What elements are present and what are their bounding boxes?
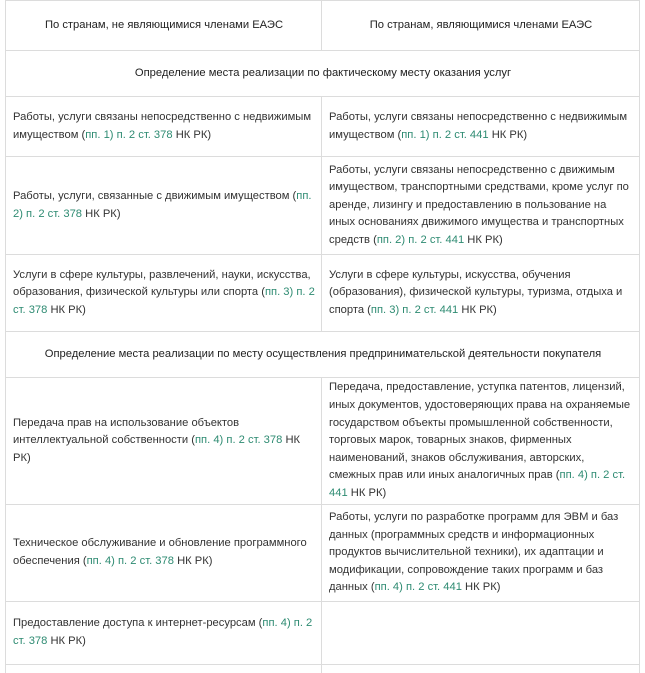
table-header-row xyxy=(6,1,640,51)
table-row-partial xyxy=(6,665,640,673)
law-link[interactable]: пп. 4) п. 2 ст. 378 xyxy=(86,555,174,567)
table-row xyxy=(6,602,640,665)
cell-text-tail: НК РК) xyxy=(47,303,86,316)
cell-empty xyxy=(6,665,322,673)
cell-text-tail: НК РК) xyxy=(172,128,212,141)
law-link[interactable]: пп. 1) п. 2 ст. 441 xyxy=(401,128,489,141)
cell-empty xyxy=(322,665,640,673)
cell-text-tail: НК РК) xyxy=(82,207,121,220)
law-link[interactable]: пп. 4) п. 2 ст. 378 xyxy=(195,434,283,447)
law-link[interactable]: пп. 2) п. 2 ст. 441 xyxy=(376,233,465,246)
cell-text-tail: НК РК) xyxy=(461,581,501,594)
table-row xyxy=(6,97,640,157)
section-title-actual-place: Определение места реализации по фактическому месту оказания услуг xyxy=(6,51,640,97)
section-row xyxy=(6,51,640,97)
cell-text-tail: НК РК) xyxy=(47,635,86,647)
cell-text-tail: НК РК) xyxy=(464,233,503,246)
cell-text: Работы, услуги связаны непосредственно с недвижимым имуществом ( xyxy=(13,110,312,141)
law-link[interactable]: пп. 4) п. 2 ст. 441 xyxy=(329,469,626,499)
vat-place-of-supply-table xyxy=(5,0,640,673)
law-link[interactable]: пп. 2) п. 2 ст. 378 xyxy=(13,189,312,220)
cell-text: Техническое обслуживание и обновление программного обеспечения ( xyxy=(13,537,307,567)
law-link[interactable]: пп. 3) п. 2 ст. 378 xyxy=(13,286,315,316)
header-eaeu: По странам, являющимися членами ЕАЭС xyxy=(322,1,640,51)
header-non-eaeu: По странам, не являющимися членами ЕАЭС xyxy=(6,1,322,51)
cell-text: Передача, предоставление, уступка патентов, лицензий, иных документов, удостоверяющих права на охраняемые государством объекты промышленной собственности, торговых марок, товарных знаков, фирменных наименований, знаков обслуживания, авторских, смежных прав или иных аналогичных прав ( xyxy=(329,381,631,482)
cell-non-eaeu xyxy=(6,505,322,602)
cell-text: Услуги в сфере культуры, искусства, обучения (образования), физической культуры, туризма, отдыха и спорта ( xyxy=(329,268,623,316)
cell-text-tail: НК РК) xyxy=(13,434,301,464)
cell-text: Работы, услуги по разработке программ для ЭВМ и баз данных (программных средств и информационных продуктов вычислительной техники), их адаптации и модификации, сопровождение таких программ и баз данных ( xyxy=(329,511,619,594)
cell-eaeu-empty xyxy=(322,602,640,665)
cell-non-eaeu xyxy=(6,255,322,332)
table-row xyxy=(6,505,640,602)
section-title-buyer-place: Определение места реализации по месту осуществления предпринимательской деятельности покупателя xyxy=(6,332,640,378)
cell-non-eaeu xyxy=(6,97,322,157)
cell-text: Передача прав на использование объектов интеллектуальной собственности ( xyxy=(13,416,240,447)
cell-eaeu xyxy=(322,97,640,157)
cell-text-tail: НК РК) xyxy=(488,128,528,141)
cell-text: Работы, услуги связаны непосредственно с движимым имуществом, транспортными средствами, кроме услуг по аренде, лизингу и предоставлению в пользование на иных основаниях движимого имущества и транспортных средств ( xyxy=(329,163,629,246)
law-link[interactable]: пп. 3) п. 2 ст. 441 xyxy=(370,303,459,316)
cell-text: Работы, услуги связаны непосредственно с недвижимым имуществом ( xyxy=(329,110,628,141)
cell-eaeu xyxy=(322,255,640,332)
cell-text-tail: НК РК) xyxy=(173,555,213,567)
table-row xyxy=(6,157,640,255)
law-link[interactable]: пп. 4) п. 2 ст. 441 xyxy=(374,581,462,594)
cell-eaeu xyxy=(322,505,640,602)
section-row xyxy=(6,332,640,378)
cell-eaeu xyxy=(322,378,640,505)
cell-non-eaeu xyxy=(6,157,322,255)
cell-text: Предоставление доступа к интернет-ресурсам ( xyxy=(13,617,263,630)
table-row xyxy=(6,255,640,332)
cell-eaeu xyxy=(322,157,640,255)
table-row xyxy=(6,378,640,505)
cell-text: Услуги в сфере культуры, развлечений, науки, искусства, образования, физической культуры или спорта ( xyxy=(13,268,311,299)
cell-non-eaeu xyxy=(6,602,322,665)
cell-text-tail: НК РК) xyxy=(458,303,497,316)
law-link[interactable]: пп. 1) п. 2 ст. 378 xyxy=(85,128,173,141)
cell-non-eaeu xyxy=(6,378,322,505)
law-link[interactable]: пп. 4) п. 2 ст. 378 xyxy=(13,617,313,647)
cell-text: Работы, услуги, связанные с движимым имуществом ( xyxy=(13,189,297,202)
cell-text-tail: НК РК) xyxy=(347,486,387,499)
